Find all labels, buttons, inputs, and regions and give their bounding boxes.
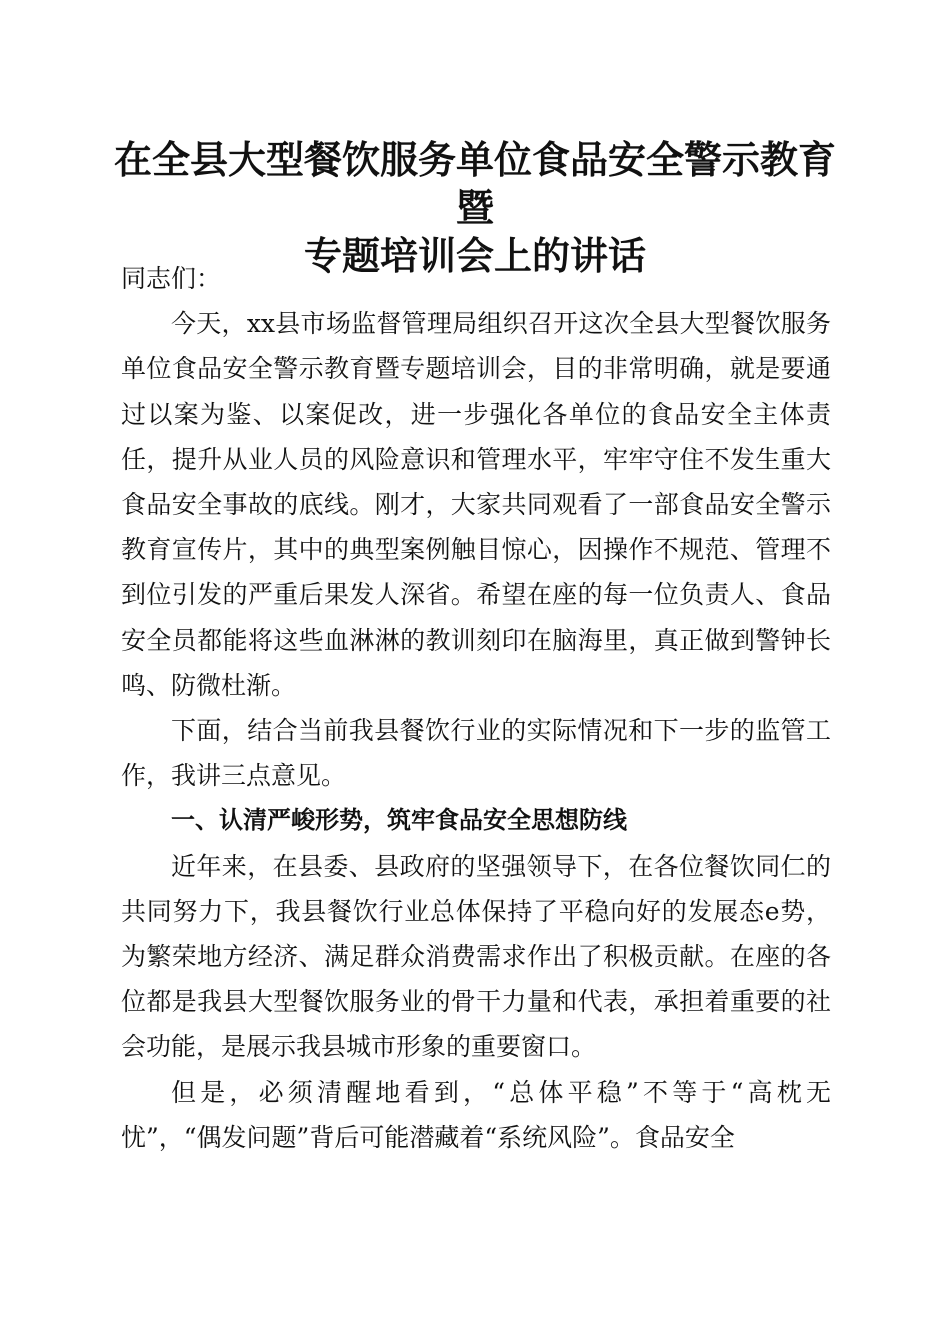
paragraph: 但是，必须清醒地看到，“总体平稳”不等于“高枕无忧”，“偶发问题”背后可能潜藏着“系统风险”。食品安全 (121, 1077, 831, 1152)
title-line-1: 在全县大型餐饮服务单位食品安全警示教育暨 (113, 137, 836, 230)
document-body (121, 256, 831, 1160)
paragraph: 下面，结合当前我县餐饮行业的实际情况和下一步的监管工作，我讲三点意见。 (121, 716, 831, 791)
section-heading: 一、认清严峻形势，筑牢食品安全思想防线 (171, 806, 627, 835)
paragraph: 近年来，在县委、县政府的坚强领导下，在各位餐饮同仁的共同努力下，我县餐饮行业总体保持了平稳向好的发展态e势，为繁荣地方经济、满足群众消费需求作出了积极贡献。在座的各位都是我县大型餐饮服务业的骨干力量和代表，承担着重要的社会功能，是展示我县城市形象的重要窗口。 (121, 851, 831, 1062)
salutation: 同志们： (121, 264, 222, 293)
paragraph: 今天，xx县市场监督管理局组织召开这次全县大型餐饮服务单位食品安全警示教育暨专题培训会，目的非常明确，就是要通过以案为鉴、以案促改，进一步强化各单位的食品安全主体责任，提升从业人员的风险意识和管理水平，牢牢守住不发生重大食品安全事故的底线。刚才，大家共同观看了一部食品安全警示教育宣传片，其中的典型案例触目惊心，因操作不规范、管理不到位引发的严重后果发人深省。希望在座的每一位负责人、食品安全员都能将这些血淋淋的教训刻印在脑海里，真正做到警钟长鸣、防微杜渐。 (121, 309, 831, 700)
title-line-2: 专题培训会上的讲话 (303, 233, 646, 278)
